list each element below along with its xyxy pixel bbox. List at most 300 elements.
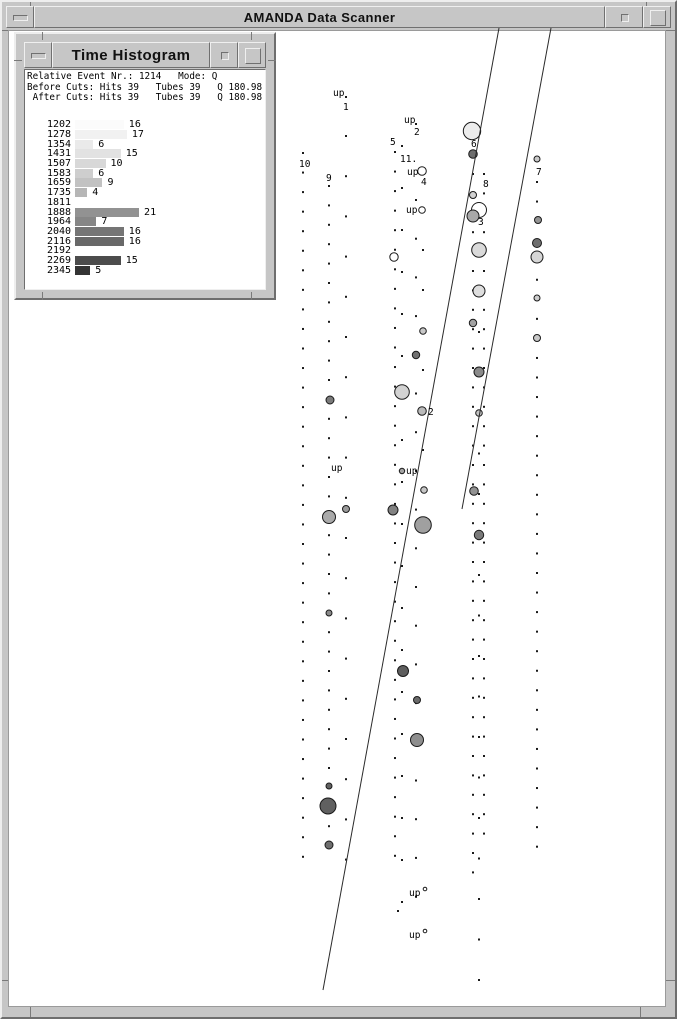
string-10-dot xyxy=(302,172,304,174)
hit-circle[interactable] xyxy=(326,396,334,404)
string-8-dot xyxy=(483,328,485,330)
string-10-dot xyxy=(302,563,304,565)
histogram-value-label: 5 xyxy=(95,264,102,276)
string-8-dot xyxy=(483,658,485,660)
histogram-bar xyxy=(75,256,121,265)
string-9-dot xyxy=(328,301,330,303)
canvas-label: up xyxy=(406,205,418,216)
string-8-dot xyxy=(483,813,485,815)
string-10-dot xyxy=(302,191,304,193)
string-7-dot xyxy=(536,455,538,457)
histogram-content xyxy=(24,69,266,290)
hit-circle[interactable] xyxy=(388,505,398,515)
string-9-dot xyxy=(328,321,330,323)
string-5-dot xyxy=(394,698,396,700)
string-10-dot xyxy=(302,269,304,271)
string-5-dot xyxy=(394,581,396,583)
string-3-dot xyxy=(478,493,480,495)
string-8-dot xyxy=(483,445,485,447)
string-7-dot xyxy=(536,279,538,281)
string-10-dot xyxy=(302,211,304,213)
hit-circle[interactable] xyxy=(399,468,404,473)
histogram-maximize-icon xyxy=(245,48,261,64)
string-8-dot xyxy=(483,270,485,272)
string-7-dot xyxy=(536,631,538,633)
string-10-dot xyxy=(302,367,304,369)
string-10-dot xyxy=(302,289,304,291)
string-11-dot xyxy=(401,439,403,441)
string-10-dot xyxy=(302,387,304,389)
string-10-dot xyxy=(302,739,304,741)
hit-circle[interactable] xyxy=(473,285,485,297)
hit-circle[interactable] xyxy=(411,734,424,747)
histogram-time-label: 2116 xyxy=(47,235,72,247)
string-1-dot xyxy=(345,296,347,298)
histogram-time-label: 2040 xyxy=(47,225,72,237)
frame-notch xyxy=(42,32,43,40)
string-6-dot xyxy=(472,852,474,854)
histogram-time-label: 1507 xyxy=(47,158,72,170)
string-10-dot xyxy=(302,836,304,838)
string-5-dot xyxy=(394,347,396,349)
string-7-dot xyxy=(536,318,538,320)
string-7-dot xyxy=(536,826,538,828)
histogram-bar xyxy=(75,178,102,187)
string-8-dot xyxy=(483,755,485,757)
string-3-dot xyxy=(478,858,480,860)
string-8-dot xyxy=(483,619,485,621)
string-10-dot xyxy=(302,602,304,604)
marker-dot xyxy=(397,910,399,912)
string-10-dot xyxy=(302,621,304,623)
hit-circle[interactable] xyxy=(534,335,541,342)
string-7-dot xyxy=(536,357,538,359)
string-9-dot xyxy=(328,282,330,284)
string-1-dot xyxy=(345,497,347,499)
string-11-dot xyxy=(401,901,403,903)
canvas-label: up xyxy=(331,463,343,474)
string-1-dot xyxy=(345,778,347,780)
histogram-value-label: 16 xyxy=(128,235,141,247)
string-1-dot xyxy=(345,376,347,378)
string-6-dot xyxy=(472,561,474,563)
string-8-dot xyxy=(483,425,485,427)
canvas-label: 2 xyxy=(428,407,434,418)
string-5-dot xyxy=(394,268,396,270)
histogram-value-label: 4 xyxy=(92,187,99,199)
string-5-dot xyxy=(394,640,396,642)
histogram-bar xyxy=(75,266,90,275)
string-5-dot xyxy=(394,777,396,779)
string-8-dot xyxy=(483,600,485,602)
string-9-dot xyxy=(328,631,330,633)
string-8-dot xyxy=(483,580,485,582)
string-7-dot xyxy=(536,748,538,750)
string-10-dot xyxy=(302,680,304,682)
string-8-dot xyxy=(483,794,485,796)
string-2-dot xyxy=(415,663,417,665)
hit-circle[interactable] xyxy=(398,666,409,677)
string-2-dot xyxy=(415,586,417,588)
string-6-dot xyxy=(472,231,474,233)
hit-circle[interactable] xyxy=(474,530,483,539)
hit-circle[interactable] xyxy=(418,407,427,416)
frame-notch xyxy=(14,60,22,61)
string-10-dot xyxy=(302,856,304,858)
string-9-dot xyxy=(328,263,330,265)
string-11-dot xyxy=(401,565,403,567)
string-11-dot xyxy=(401,355,403,357)
string-1-dot xyxy=(345,336,347,338)
string-7-dot xyxy=(536,728,538,730)
string-6-dot xyxy=(472,736,474,738)
histogram-bar xyxy=(75,237,124,246)
hit-circle[interactable] xyxy=(343,506,350,513)
hit-circle[interactable] xyxy=(472,243,487,258)
string-10-dot xyxy=(302,543,304,545)
string-7-dot xyxy=(536,494,538,496)
hit-circle[interactable] xyxy=(418,167,427,176)
string-1-dot xyxy=(345,658,347,660)
string-10-dot xyxy=(302,465,304,467)
histogram-maximize-button[interactable] xyxy=(238,42,266,68)
string-10-dot xyxy=(302,308,304,310)
histogram-time-label: 1659 xyxy=(47,177,72,189)
string-8-dot xyxy=(483,697,485,699)
hit-circle[interactable] xyxy=(534,295,540,301)
histogram-bar xyxy=(75,217,96,226)
hit-circle[interactable] xyxy=(419,207,426,214)
string-3-dot xyxy=(478,655,480,657)
string-5-dot xyxy=(394,738,396,740)
string-7-dot xyxy=(536,181,538,183)
string-11-dot xyxy=(401,481,403,483)
main-window-title: AMANDA Data Scanner xyxy=(34,6,605,28)
hit-circle[interactable] xyxy=(395,385,410,400)
string-9-dot xyxy=(328,379,330,381)
string-5-dot xyxy=(394,249,396,251)
string-8-dot xyxy=(483,542,485,544)
histogram-titlebar[interactable] xyxy=(24,42,266,68)
string-9-dot xyxy=(328,495,330,497)
canvas-label: 2 xyxy=(414,127,420,138)
string-6-dot xyxy=(472,367,474,369)
string-3-dot xyxy=(478,777,480,779)
histogram-time-label: 1964 xyxy=(47,216,72,228)
string-6-dot xyxy=(472,677,474,679)
string-11-dot xyxy=(401,187,403,189)
string-10-dot xyxy=(302,445,304,447)
hit-circle[interactable] xyxy=(423,887,427,891)
hit-circle[interactable] xyxy=(420,328,427,335)
string-10-dot xyxy=(302,523,304,525)
string-1-dot xyxy=(345,457,347,459)
string-1-dot xyxy=(345,818,347,820)
histogram-rows xyxy=(25,120,265,275)
string-6-dot xyxy=(472,270,474,272)
string-8-dot xyxy=(483,736,485,738)
string-8-dot xyxy=(483,483,485,485)
histogram-bar xyxy=(75,120,124,129)
string-8-dot xyxy=(483,716,485,718)
canvas-label: 3 xyxy=(478,217,484,228)
string-6-dot xyxy=(472,774,474,776)
string-8-dot xyxy=(483,348,485,350)
string-5-dot xyxy=(394,816,396,818)
string-5-dot xyxy=(394,288,396,290)
string-10-dot xyxy=(302,641,304,643)
string-11-dot xyxy=(401,859,403,861)
string-9-dot xyxy=(328,437,330,439)
string-6-dot xyxy=(472,348,474,350)
histogram-bar xyxy=(75,169,93,178)
histogram-value-label: 15 xyxy=(125,148,138,160)
string-10-dot xyxy=(302,250,304,252)
string-9-dot xyxy=(328,689,330,691)
hit-circle[interactable] xyxy=(412,351,419,358)
frame-notch xyxy=(251,32,252,40)
string-4-dot xyxy=(422,289,424,291)
string-2-dot xyxy=(415,625,417,627)
histogram-value-label: 21 xyxy=(144,206,157,218)
string-9-dot xyxy=(328,476,330,478)
string-7-dot xyxy=(536,689,538,691)
string-7-dot xyxy=(536,846,538,848)
histogram-bar xyxy=(75,140,93,149)
string-8-dot xyxy=(483,833,485,835)
string-11-dot xyxy=(401,313,403,315)
string-9-dot xyxy=(328,592,330,594)
string-9-dot xyxy=(328,825,330,827)
hit-circle[interactable] xyxy=(325,841,333,849)
histogram-window-menu-button[interactable] xyxy=(24,42,52,68)
string-6-dot xyxy=(472,794,474,796)
histogram-value-label: 6 xyxy=(98,138,105,150)
string-8-dot xyxy=(483,173,485,175)
string-8-dot xyxy=(483,677,485,679)
string-7-dot xyxy=(536,474,538,476)
string-6-dot xyxy=(472,755,474,757)
string-7-dot xyxy=(536,650,538,652)
string-9-dot xyxy=(328,243,330,245)
string-10-dot xyxy=(302,230,304,232)
string-9-dot xyxy=(328,185,330,187)
string-10-dot xyxy=(302,406,304,408)
frame-notch xyxy=(251,292,252,300)
string-2-dot xyxy=(415,780,417,782)
histogram-time-label: 1354 xyxy=(47,138,72,150)
string-7-dot xyxy=(536,768,538,770)
string-9-dot xyxy=(328,418,330,420)
string-3-dot xyxy=(478,939,480,941)
string-10-dot xyxy=(302,484,304,486)
hit-circle[interactable] xyxy=(474,367,484,377)
string-5-dot xyxy=(394,503,396,505)
string-8-dot xyxy=(483,231,485,233)
hit-circle[interactable] xyxy=(421,487,428,494)
marker-dot xyxy=(345,96,347,98)
string-9-dot xyxy=(328,224,330,226)
hit-circle[interactable] xyxy=(534,156,540,162)
hit-circle[interactable] xyxy=(463,122,480,139)
string-2-dot xyxy=(415,547,417,549)
event-info-line: Relative Event Nr.: 1214 Mode: Q xyxy=(27,71,218,82)
hit-circle[interactable] xyxy=(390,253,398,261)
histogram-window-title: Time Histogram xyxy=(52,42,210,68)
string-8-dot xyxy=(483,406,485,408)
string-5-dot xyxy=(394,386,396,388)
histogram-minimize-icon xyxy=(221,52,229,60)
string-9-dot xyxy=(328,534,330,536)
string-11-dot xyxy=(401,271,403,273)
string-1-dot xyxy=(345,617,347,619)
string-7-dot xyxy=(536,611,538,613)
string-8-dot xyxy=(483,309,485,311)
before-cuts-line: Before Cuts: Hits 39 Tubes 39 Q 180.98 xyxy=(27,81,263,93)
canvas-label: 1 xyxy=(343,102,349,113)
string-6-dot xyxy=(472,503,474,505)
string-1-dot xyxy=(345,416,347,418)
string-11-dot xyxy=(401,733,403,735)
canvas-label: 5 xyxy=(390,137,396,148)
histogram-minimize-button[interactable] xyxy=(210,42,238,68)
canvas-label: 10 xyxy=(299,159,311,170)
string-6-dot xyxy=(472,483,474,485)
string-6-dot xyxy=(472,464,474,466)
canvas-label: up xyxy=(407,167,419,178)
string-8-dot xyxy=(483,503,485,505)
canvas-label: up xyxy=(406,466,418,477)
string-9-dot xyxy=(328,360,330,362)
string-1-dot xyxy=(345,215,347,217)
hit-circle[interactable] xyxy=(323,511,336,524)
string-2-dot xyxy=(415,431,417,433)
histogram-row xyxy=(25,265,265,275)
string-4-dot xyxy=(422,369,424,371)
string-5-dot xyxy=(394,718,396,720)
string-7-dot xyxy=(536,396,538,398)
histogram-time-label: 1888 xyxy=(47,206,72,218)
histogram-bar xyxy=(75,159,106,168)
hit-circle[interactable] xyxy=(531,251,543,263)
string-6-dot xyxy=(472,328,474,330)
string-10-dot xyxy=(302,778,304,780)
string-3-dot xyxy=(478,979,480,981)
string-1-dot xyxy=(345,537,347,539)
string-5-dot xyxy=(394,171,396,173)
hit-circle[interactable] xyxy=(414,697,421,704)
string-8-dot xyxy=(483,561,485,563)
string-10-dot xyxy=(302,699,304,701)
string-11-dot xyxy=(401,649,403,651)
string-10-dot xyxy=(302,152,304,154)
string-11-dot xyxy=(401,775,403,777)
string-5-dot xyxy=(394,659,396,661)
string-9-dot xyxy=(328,709,330,711)
string-7-dot xyxy=(536,670,538,672)
histogram-bar xyxy=(75,227,124,236)
hit-circle[interactable] xyxy=(470,192,477,199)
string-2-dot xyxy=(415,238,417,240)
string-10-dot xyxy=(302,758,304,760)
string-5-dot xyxy=(394,229,396,231)
histogram-time-label: 1278 xyxy=(47,129,72,141)
string-9-dot xyxy=(328,340,330,342)
canvas-label: 6 xyxy=(471,139,477,150)
string-6-dot xyxy=(472,813,474,815)
string-6-dot xyxy=(472,406,474,408)
string-5-dot xyxy=(394,307,396,309)
string-6-dot xyxy=(472,600,474,602)
string-4-dot xyxy=(422,249,424,251)
hit-circle[interactable] xyxy=(423,929,427,933)
histogram-value-label: 16 xyxy=(128,119,141,131)
canvas-label: 7 xyxy=(536,167,542,178)
string-7-dot xyxy=(536,807,538,809)
frame-notch xyxy=(42,292,43,300)
histogram-time-label: 1811 xyxy=(47,196,72,208)
string-9-dot xyxy=(328,748,330,750)
canvas-label: 8 xyxy=(483,179,489,190)
string-5-dot xyxy=(394,425,396,427)
string-2-dot xyxy=(415,315,417,317)
string-7-dot xyxy=(536,513,538,515)
hit-circle[interactable] xyxy=(326,783,332,789)
string-9-dot xyxy=(328,767,330,769)
hit-circle[interactable] xyxy=(533,239,542,248)
string-6-dot xyxy=(472,425,474,427)
string-10-dot xyxy=(302,504,304,506)
string-9-dot xyxy=(328,670,330,672)
string-10-dot xyxy=(302,817,304,819)
string-6-dot xyxy=(472,639,474,641)
string-6-dot xyxy=(472,619,474,621)
string-1-dot xyxy=(345,256,347,258)
string-5-dot xyxy=(394,405,396,407)
string-5-dot xyxy=(394,464,396,466)
string-1-dot xyxy=(345,135,347,137)
string-3-dot xyxy=(478,331,480,333)
string-5-dot xyxy=(394,327,396,329)
string-6-dot xyxy=(472,309,474,311)
string-6-dot xyxy=(472,386,474,388)
string-3-dot xyxy=(478,574,480,576)
string-11-dot xyxy=(401,691,403,693)
hit-circle[interactable] xyxy=(415,517,432,534)
string-5-dot xyxy=(394,835,396,837)
hit-circle[interactable] xyxy=(535,217,542,224)
string-6-dot xyxy=(472,522,474,524)
time-histogram-window[interactable] xyxy=(14,32,276,300)
hit-circle[interactable] xyxy=(470,487,479,496)
string-2-dot xyxy=(415,857,417,859)
hit-circle[interactable] xyxy=(326,610,332,616)
histogram-bar xyxy=(75,208,139,217)
hit-circle[interactable] xyxy=(469,319,476,326)
string-3-dot xyxy=(478,453,480,455)
string-11-dot xyxy=(401,145,403,147)
histogram-value-label: 7 xyxy=(101,216,108,228)
string-10-dot xyxy=(302,797,304,799)
string-7-dot xyxy=(536,592,538,594)
hit-circle[interactable] xyxy=(320,798,336,814)
canvas-label: 4 xyxy=(421,177,427,188)
string-7-dot xyxy=(536,377,538,379)
string-5-dot xyxy=(394,151,396,153)
string-3-dot xyxy=(478,898,480,900)
histogram-value-label: 10 xyxy=(110,158,123,170)
histogram-time-label: 1735 xyxy=(47,187,72,199)
